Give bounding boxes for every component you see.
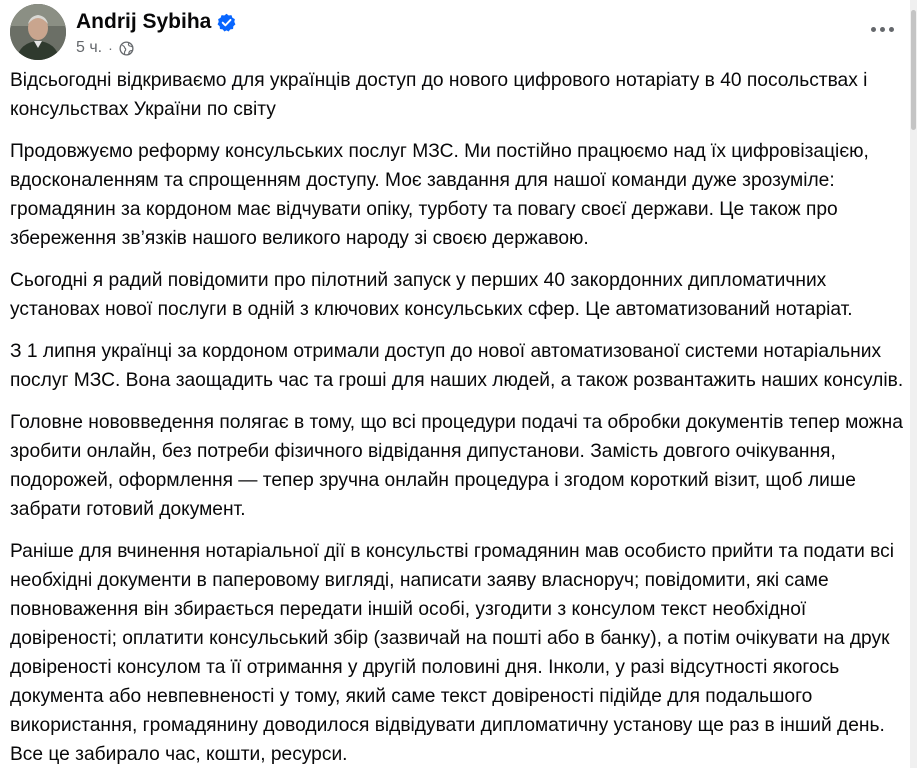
post-paragraph: Відсьогодні відкриваємо для українців доступ до нового цифрового нотаріату в 40 посольствах і консульствах України по світу: [10, 70, 868, 120]
post-paragraph: Головне нововведення полягає в тому, що всі процедури подачі та обробки документів тепер можна зробити онлайн, без потреби фізичного відвідання дипустанови. Замість довгого очікування, подорожей, оформлення — тепер зручна онлайн процедура і згодом короткий візит, щоб лише забрати готовий документ.: [10, 412, 903, 520]
author-name[interactable]: [76, 10, 236, 34]
post-time[interactable]: 5 ч.: [76, 39, 103, 56]
meta-separator: ·: [108, 40, 113, 56]
more-options-icon-dot: [880, 27, 885, 32]
post-body: [10, 66, 905, 768]
post-header: [10, 4, 900, 60]
post-paragraph: Раніше для вчинення нотаріальної дії в консульстві громадянин мав особисто прийти та подати всі необхідні документи в паперовому вигляді, написати заяву власноруч; повідомити, які саме повноваження він збирається передати іншій особі, узгодити з консулом текст необхідної довіреності; оплатити консульський збір (зазвичай на пошті або в банку), а потім очікувати на друк довіреності консулом та її отримання у другій половині дня. Інколи, у разі відсутності якогось документа або невпевненості у тому, який саме текст довіреності підійде для подальшого використання, громадянину доводилося відвідувати дипломатичну установу ще раз в інший день. Все це забирало час, кошти, ресурси.: [10, 541, 894, 765]
post-meta: [76, 39, 134, 57]
scrollbar[interactable]: [910, 0, 917, 768]
avatar-photo-icon: [10, 4, 66, 60]
author-name-text[interactable]: Andrij Sybiha: [76, 10, 212, 33]
verified-badge-icon: [217, 13, 236, 32]
more-options-icon: [871, 27, 876, 32]
globe-icon[interactable]: [119, 41, 134, 56]
post-paragraph: Продовжуємо реформу консульських послуг МЗС. Ми постійно працюємо над їх цифровізацією, вдосконаленням та спрощенням доступу. Моє завдання для нашої команди дуже зрозуміле: громадянин за кордоном має відчувати опіку, турботу та повагу своєї держави. Це також про збереження зв’язків нашого великого народу зі своєю державою.: [10, 141, 869, 249]
more-options-button[interactable]: [864, 14, 900, 44]
post-paragraph: З 1 липня українці за кордоном отримали доступ до нової автоматизованої системи нотаріальних послуг МЗС. Вона заощадить час та гроші для наших людей, а також розвантажить наших консулів.: [10, 341, 904, 391]
more-options-icon-dot-2: [889, 27, 894, 32]
post-paragraph: Сьогодні я радий повідомити про пілотний запуск у перших 40 закордонних дипломатичних установах нової послуги в одній з ключових консульських сфер. Це автоматизований нотаріат.: [10, 270, 853, 320]
avatar[interactable]: [10, 4, 66, 60]
scrollbar-thumb[interactable]: [911, 10, 916, 130]
